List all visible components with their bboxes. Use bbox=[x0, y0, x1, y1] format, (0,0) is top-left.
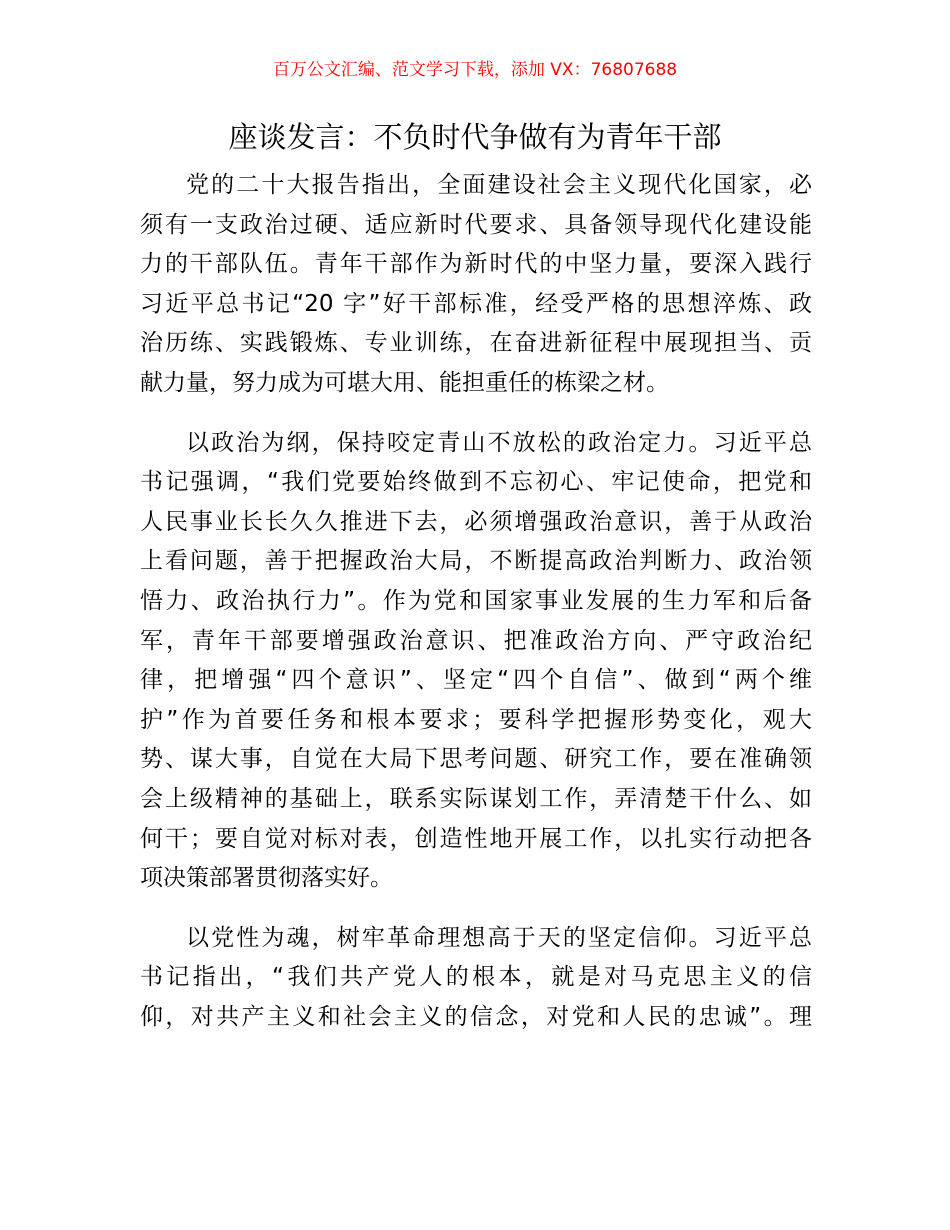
text-line: 书记强调，“我们党要始终做到不忘初心、牢记使命，把党和 bbox=[140, 469, 812, 496]
text-line: 党的二十大报告指出，全面建设社会主义现代化国家，必 bbox=[186, 172, 812, 198]
paragraph bbox=[140, 919, 812, 1038]
text-line: 力的干部队伍。青年干部作为新时代的中坚力量，要深入践行 bbox=[140, 251, 812, 278]
text-line: 军，青年干部要增强政治意识、把准政治方向、严守政治纪 bbox=[140, 627, 812, 654]
text-line: 上看问题，善于把握政治大局，不断提高政治判断力、政治领 bbox=[140, 548, 812, 575]
text-line: 以党性为魂，树牢革命理想高于天的坚定信仰。习近平总 bbox=[186, 924, 812, 951]
text-line: 人民事业长长久久推进下去，必须增强政治意识，善于从政治 bbox=[140, 508, 812, 535]
text-line: 悟力、政治执行力”。作为党和国家事业发展的生力军和后备 bbox=[140, 587, 812, 614]
text-line: 项决策部署贯彻落实好。 bbox=[140, 865, 393, 892]
paragraph bbox=[140, 424, 812, 899]
text-line: 会上级精神的基础上，联系实际谋划工作，弄清楚干什么、如 bbox=[140, 785, 812, 812]
text-line: 势、谋大事，自觉在大局下思考问题、研究工作，要在准确领 bbox=[140, 746, 812, 773]
page-title: 座谈发言：不负时代争做有为青年干部 bbox=[228, 120, 722, 154]
text-line: 习近平总书记“20 字”好干部标准，经受严格的思想淬炼、政 bbox=[140, 290, 812, 317]
text-line: 护”作为首要任务和根本要求；要科学把握形势变化，观大 bbox=[140, 706, 812, 733]
text-line: 须有一支政治过硬、适应新时代要求、具备领导现代化建设能 bbox=[140, 211, 812, 238]
document-body bbox=[140, 166, 812, 1057]
paragraph bbox=[140, 166, 812, 404]
text-line: 仰，对共产主义和社会主义的信念，对党和人民的忠诚”。理 bbox=[140, 1003, 812, 1030]
text-line: 何干；要自觉对标对表，创造性地开展工作，以扎实行动把各 bbox=[140, 825, 812, 852]
text-line: 献力量，努力成为可堪大用、能担重任的栋梁之材。 bbox=[140, 369, 669, 396]
text-line: 治历练、实践锻炼、专业训练，在奋进新征程中展现担当、贡 bbox=[140, 330, 812, 357]
text-line: 书记指出，“我们共产党人的根本，就是对马克思主义的信 bbox=[140, 964, 812, 991]
watermark-header: 百万公文汇编、范文学习下载，添加 VX：76807688 bbox=[272, 60, 678, 80]
text-line: 律，把增强“四个意识”、坚定“四个自信”、做到“两个维 bbox=[140, 667, 812, 694]
text-line: 以政治为纲，保持咬定青山不放松的政治定力。习近平总 bbox=[186, 429, 812, 456]
